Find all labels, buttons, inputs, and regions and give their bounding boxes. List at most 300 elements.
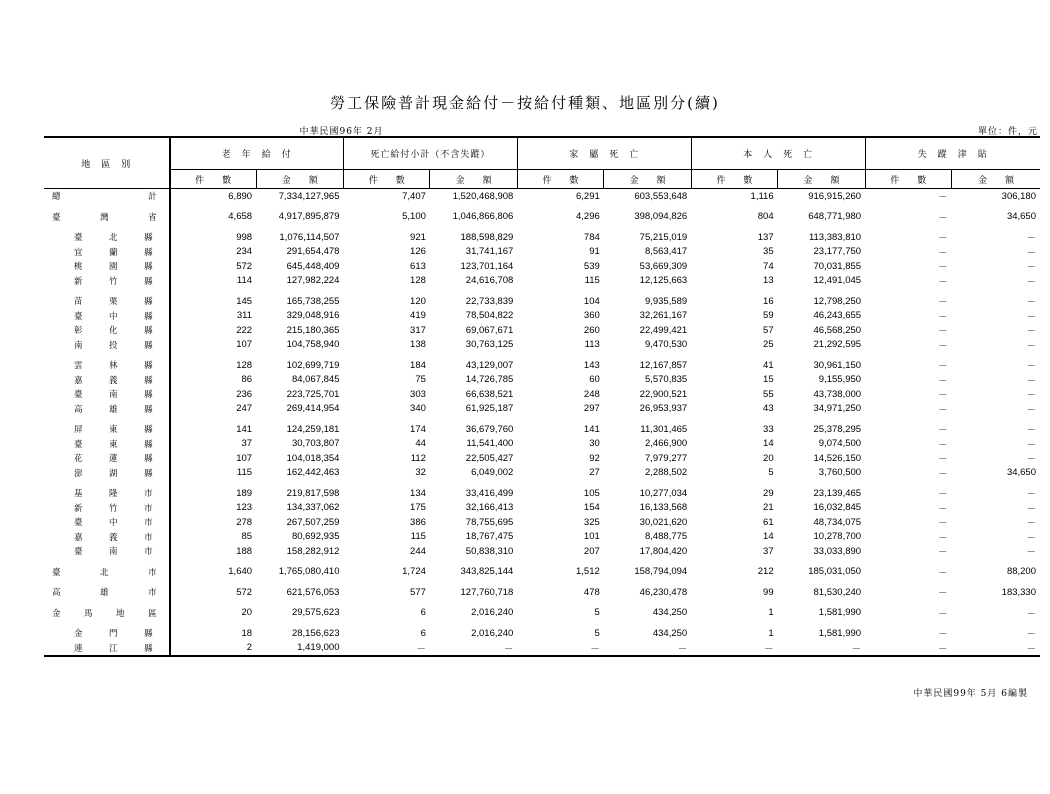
count-cell: 37 (763, 545, 774, 557)
amount-cell: 17,804,420 (639, 545, 688, 557)
amount-cell: － (677, 643, 688, 655)
amount-cell: 46,243,655 (813, 310, 862, 322)
count-cell: 137 (757, 231, 774, 243)
amount-cell: 12,798,250 (813, 295, 862, 307)
amount-cell: 434,250 (652, 607, 688, 619)
amount-cell: 30,763,125 (465, 339, 514, 351)
count-cell: 184 (410, 359, 426, 371)
region-cell (44, 402, 170, 417)
count-header: 件 數 (691, 170, 777, 189)
amount-cell: 8,563,417 (644, 246, 688, 258)
region-name: 花 蓮 縣 (74, 453, 153, 464)
count-cell: 33 (763, 423, 774, 435)
count-cell: 21 (763, 502, 774, 514)
count-cell: 6,291 (575, 190, 600, 202)
amount-cell: － (1026, 247, 1036, 259)
count-cell: 32 (415, 467, 426, 479)
count-cell: － (937, 608, 948, 620)
count-cell: 921 (410, 231, 426, 243)
amount-cell: 102,699,719 (286, 359, 340, 371)
count-cell: 25 (763, 339, 774, 351)
count-cell: 85 (241, 531, 253, 543)
region-name: 彰 化 縣 (74, 325, 153, 336)
amount-cell: － (1026, 489, 1036, 501)
amount-cell: － (1026, 233, 1036, 245)
count-cell: 105 (583, 487, 600, 499)
count-cell: 303 (410, 388, 426, 400)
table-row (44, 422, 1040, 437)
count-header: 件 數 (343, 170, 429, 189)
amount-cell: － (1026, 262, 1036, 274)
region-name: 連 江 縣 (74, 642, 153, 653)
amount-cell: 9,074,500 (818, 438, 862, 450)
table-row (44, 486, 1040, 501)
amount-cell: 269,414,954 (286, 403, 340, 415)
region-name: 嘉 義 縣 (74, 374, 153, 385)
region-cell (44, 515, 170, 530)
count-cell: 234 (236, 246, 253, 258)
region-cell (44, 626, 170, 641)
amount-cell: 162,442,463 (286, 467, 340, 479)
count-cell: 14 (763, 531, 774, 543)
amount-cell: 183,330 (1001, 586, 1036, 598)
count-cell: 189 (236, 487, 253, 499)
amount-cell: 14,726,785 (465, 374, 514, 386)
count-cell: － (937, 192, 948, 204)
count-cell: 107 (236, 339, 253, 351)
amount-header: 金 額 (604, 170, 691, 189)
unit-label: 單位：件，元 (977, 127, 1038, 137)
count-cell: 804 (757, 211, 774, 223)
amount-cell: 267,507,259 (286, 516, 340, 528)
count-cell: 248 (583, 388, 600, 400)
amount-cell: 343,825,144 (460, 566, 514, 578)
amount-cell: 1,076,114,507 (279, 231, 340, 243)
amount-cell: 10,278,700 (813, 531, 862, 543)
amount-header: 金 額 (951, 170, 1040, 189)
period-label: 中華民國96年 2月 (299, 127, 384, 137)
count-cell: 14 (763, 438, 774, 450)
region-name: 臺 南 市 (74, 546, 153, 557)
count-cell: 120 (410, 295, 426, 307)
count-cell: 2 (246, 642, 253, 654)
count-cell: － (937, 643, 948, 655)
amount-cell: 22,900,521 (639, 388, 688, 400)
amount-cell: 53,669,309 (639, 260, 688, 272)
amount-cell: 70,031,855 (813, 260, 862, 272)
table-row (44, 626, 1040, 641)
amount-cell: 25,378,295 (813, 423, 862, 435)
amount-cell: 32,166,413 (465, 502, 514, 514)
count-cell: 207 (583, 545, 600, 557)
amount-cell: 11,541,400 (466, 438, 514, 450)
count-cell: － (937, 489, 948, 501)
count-cell: 20 (241, 607, 253, 619)
amount-cell: 34,650 (1006, 467, 1036, 479)
count-cell: 114 (236, 275, 253, 287)
amount-cell: － (1026, 361, 1036, 373)
amount-cell: 16,032,845 (813, 502, 862, 514)
count-cell: 317 (410, 324, 426, 336)
amount-cell: 84,067,845 (291, 374, 340, 386)
region-name: 高 雄 縣 (74, 403, 153, 414)
count-cell: 311 (236, 310, 253, 322)
count-cell: 145 (236, 295, 253, 307)
amount-cell: 9,470,530 (644, 339, 688, 351)
count-cell: 91 (589, 246, 600, 258)
count-cell: 325 (583, 516, 600, 528)
table-row (44, 259, 1040, 274)
region-cell (44, 230, 170, 245)
amount-cell: 30,961,150 (813, 359, 862, 371)
count-cell: 43 (763, 403, 774, 415)
table-row (44, 606, 1040, 621)
count-cell: － (937, 439, 948, 451)
amount-cell: 22,505,427 (465, 452, 514, 464)
amount-cell: 26,953,937 (639, 403, 688, 415)
region-cell (44, 245, 170, 260)
amount-cell: 1,581,990 (818, 607, 862, 619)
amount-cell: 21,292,595 (813, 339, 862, 351)
table-row (44, 323, 1040, 338)
amount-cell: 1,765,080,410 (278, 566, 340, 578)
count-cell: 35 (763, 246, 774, 258)
count-cell: 260 (583, 324, 600, 336)
death-subtotal-header: 死亡給付小計（不含失蹤） (343, 137, 517, 170)
count-cell: － (937, 390, 948, 402)
count-cell: － (937, 404, 948, 416)
region-name: 金 門 縣 (74, 628, 153, 639)
table-row (44, 338, 1040, 353)
count-cell: 6 (420, 627, 426, 639)
amount-cell: 75,215,019 (639, 231, 688, 243)
count-cell: 143 (583, 359, 600, 371)
region-name: 臺 北 縣 (74, 232, 153, 243)
amount-cell: 78,504,822 (465, 310, 514, 322)
count-cell: 360 (583, 310, 600, 322)
amount-cell: 127,982,224 (286, 275, 340, 287)
amount-cell: 1,046,866,806 (452, 211, 514, 223)
count-cell: 134 (410, 487, 426, 499)
region-name: 苗 栗 縣 (74, 296, 153, 307)
count-cell: 37 (241, 438, 253, 450)
count-cell: 222 (236, 324, 253, 336)
count-cell: 247 (236, 403, 253, 415)
count-cell: 175 (410, 502, 426, 514)
table-row (44, 358, 1040, 373)
count-cell: 5 (594, 627, 600, 639)
count-cell: － (937, 518, 948, 530)
amount-cell: 329,048,916 (286, 310, 340, 322)
amount-cell: 23,139,465 (813, 487, 862, 499)
region-cell (44, 358, 170, 373)
amount-cell: － (1026, 608, 1036, 620)
table-row (44, 585, 1040, 600)
count-cell: 128 (410, 275, 426, 287)
amount-cell: 50,838,310 (465, 545, 514, 557)
amount-cell: － (1026, 276, 1036, 288)
amount-cell: － (1026, 643, 1036, 655)
amount-cell: 104,758,940 (286, 339, 340, 351)
amount-cell: 34,971,250 (813, 403, 862, 415)
amount-cell: 78,755,695 (465, 516, 514, 528)
amount-cell: 16,133,568 (639, 502, 688, 514)
amount-cell: 1,520,468,908 (452, 190, 514, 202)
count-cell: 572 (236, 586, 253, 598)
amount-cell: 215,180,365 (286, 324, 340, 336)
count-cell: 539 (583, 260, 600, 272)
count-cell: 27 (589, 467, 600, 479)
count-cell: － (937, 212, 948, 224)
region-cell (44, 565, 170, 580)
region-name: 高 雄 市 (52, 587, 157, 598)
amount-cell: 69,067,671 (465, 324, 514, 336)
region-cell (44, 466, 170, 481)
region-name: 澎 湖 縣 (74, 467, 153, 478)
count-cell: 340 (410, 403, 426, 415)
table-row (44, 466, 1040, 481)
amount-cell: 14,526,150 (813, 452, 862, 464)
count-cell: 297 (583, 403, 600, 415)
region-cell (44, 189, 170, 204)
count-cell: 92 (589, 452, 600, 464)
count-cell: － (937, 567, 948, 579)
amount-cell: 603,553,648 (634, 190, 688, 202)
count-cell: － (937, 468, 948, 480)
table-row (44, 544, 1040, 559)
amount-cell: 7,334,127,965 (278, 190, 340, 202)
count-cell: 1,116 (750, 190, 774, 202)
amount-cell: 621,576,053 (286, 586, 340, 598)
amount-cell: 219,817,598 (286, 487, 340, 499)
amount-cell: 33,416,499 (465, 487, 514, 499)
count-cell: 4,658 (228, 211, 253, 223)
amount-cell: 2,016,240 (471, 627, 514, 639)
amount-cell: 6,049,002 (471, 467, 514, 479)
region-cell (44, 309, 170, 324)
table-row (44, 245, 1040, 260)
count-cell: 141 (236, 423, 253, 435)
count-cell: 113 (584, 339, 600, 351)
amount-cell: － (1026, 326, 1036, 338)
count-cell: 16 (763, 295, 774, 307)
region-cell (44, 373, 170, 388)
count-cell: 1 (768, 607, 774, 619)
region-name: 雲 林 縣 (74, 360, 153, 371)
count-cell: － (937, 532, 948, 544)
region-cell (44, 544, 170, 559)
count-cell: 60 (589, 374, 600, 386)
amount-cell: － (1026, 297, 1036, 309)
amount-cell: 158,282,912 (286, 545, 340, 557)
count-cell: － (937, 361, 948, 373)
region-name: 南 投 縣 (74, 339, 153, 350)
amount-cell: 4,917,895,879 (278, 211, 340, 223)
amount-cell: 18,767,475 (465, 531, 514, 543)
region-cell (44, 486, 170, 501)
amount-cell: － (1026, 439, 1036, 451)
missing-allowance-header: 失 蹤 津 貼 (865, 137, 1040, 170)
amount-cell: 33,033,890 (813, 545, 862, 557)
count-cell: 386 (410, 516, 426, 528)
table-row (44, 309, 1040, 324)
count-cell: 20 (763, 452, 774, 464)
amount-cell: 80,692,935 (291, 531, 340, 543)
region-name: 宜 蘭 縣 (74, 246, 153, 257)
amount-cell: 5,570,835 (644, 374, 688, 386)
region-cell (44, 259, 170, 274)
count-cell: － (590, 643, 600, 655)
amount-cell: 43,129,007 (465, 359, 514, 371)
amount-cell: － (1026, 390, 1036, 402)
count-cell: 236 (236, 388, 253, 400)
region-name: 總 計 (52, 191, 157, 202)
self-death-header: 本 人 死 亡 (691, 137, 865, 170)
amount-cell: 2,288,502 (644, 467, 688, 479)
amount-cell: 22,733,839 (465, 295, 514, 307)
count-cell: 44 (415, 438, 426, 450)
table-row (44, 230, 1040, 245)
count-cell: 6,890 (228, 190, 253, 202)
count-cell: － (937, 503, 948, 515)
table-row (44, 501, 1040, 516)
amount-cell: 11,301,465 (640, 423, 688, 435)
count-cell: 126 (410, 246, 426, 258)
count-cell: － (937, 276, 948, 288)
table-row (44, 515, 1040, 530)
count-header: 件 數 (517, 170, 603, 189)
count-cell: 212 (757, 566, 774, 578)
amount-cell: － (1026, 547, 1036, 559)
amount-cell: 43,738,000 (813, 388, 862, 400)
region-cell (44, 501, 170, 516)
region-name: 嘉 義 市 (74, 531, 153, 542)
amount-cell: 134,337,062 (286, 502, 340, 514)
count-cell: 5 (768, 467, 774, 479)
count-cell: － (937, 297, 948, 309)
count-cell: 478 (583, 586, 600, 598)
count-cell: 244 (410, 545, 426, 557)
region-name: 金 馬 地 區 (52, 607, 157, 618)
region-cell (44, 387, 170, 402)
count-cell: 107 (236, 452, 253, 464)
region-cell (44, 437, 170, 452)
region-name: 桃 園 縣 (74, 261, 153, 272)
amount-cell: 30,703,807 (291, 438, 340, 450)
count-cell: － (416, 643, 426, 655)
region-name: 新 竹 市 (74, 502, 153, 513)
region-cell (44, 641, 170, 657)
count-cell: 998 (236, 231, 253, 243)
count-cell: － (937, 247, 948, 259)
count-cell: 112 (410, 452, 426, 464)
count-cell: 18 (241, 627, 253, 639)
amount-cell: 104,018,354 (286, 452, 340, 464)
table-row (44, 451, 1040, 466)
count-cell: 1 (768, 627, 774, 639)
amount-cell: 1,581,990 (818, 627, 862, 639)
table-row (44, 294, 1040, 309)
amount-cell: 81,530,240 (813, 586, 862, 598)
amount-cell: 48,734,075 (813, 516, 862, 528)
count-cell: 4,296 (575, 211, 600, 223)
count-cell: 57 (763, 324, 774, 336)
count-cell: 174 (410, 423, 426, 435)
amount-cell: 32,261,167 (639, 310, 688, 322)
count-cell: 7,407 (402, 190, 426, 202)
amount-cell: － (1026, 340, 1036, 352)
count-cell: 15 (763, 374, 774, 386)
amount-cell: － (1026, 404, 1036, 416)
region-header: 地 區 別 (44, 137, 170, 189)
amount-cell: 61,925,187 (465, 403, 514, 415)
count-cell: 104 (583, 295, 600, 307)
amount-cell: 9,155,950 (818, 374, 862, 386)
region-cell (44, 274, 170, 289)
count-cell: 115 (584, 275, 600, 287)
count-cell: 30 (589, 438, 600, 450)
region-cell (44, 294, 170, 309)
count-cell: － (937, 262, 948, 274)
count-cell: 41 (763, 359, 774, 371)
amount-cell: 46,230,478 (639, 586, 688, 598)
amount-cell: － (1026, 503, 1036, 515)
count-cell: 115 (236, 467, 253, 479)
count-cell: 101 (583, 531, 600, 543)
count-cell: 278 (236, 516, 253, 528)
count-cell: 141 (583, 423, 600, 435)
amount-cell: 12,125,663 (639, 275, 688, 287)
amount-cell: 124,259,181 (286, 423, 340, 435)
amount-cell: 24,616,708 (465, 275, 514, 287)
count-cell: 419 (410, 310, 426, 322)
count-cell: － (937, 629, 948, 641)
compiled-date: 中華民國99年 5月 6編製 (913, 689, 1028, 699)
family-death-header: 家 屬 死 亡 (517, 137, 691, 170)
region-name: 屏 東 縣 (74, 424, 153, 435)
count-cell: － (937, 326, 948, 338)
amount-cell: 28,156,623 (291, 627, 340, 639)
count-cell: － (937, 454, 948, 466)
amount-cell: 188,598,829 (460, 231, 514, 243)
region-name: 臺 灣 省 (52, 211, 157, 222)
table-row (44, 402, 1040, 417)
amount-cell: 2,016,240 (471, 607, 514, 619)
amount-cell: 88,200 (1006, 566, 1036, 578)
table-row (44, 530, 1040, 545)
count-cell: 1,724 (402, 566, 426, 578)
amount-cell: 8,488,775 (644, 531, 688, 543)
old-age-header: 老 年 給 付 (170, 137, 344, 170)
table-row (44, 437, 1040, 452)
region-cell (44, 530, 170, 545)
count-cell: 29 (763, 487, 774, 499)
region-name: 臺 南 縣 (74, 389, 153, 400)
count-cell: － (937, 425, 948, 437)
count-cell: － (937, 547, 948, 559)
region-cell (44, 451, 170, 466)
amount-cell: 291,654,478 (286, 246, 340, 258)
amount-cell: － (503, 643, 514, 655)
amount-cell: 165,738,255 (286, 295, 340, 307)
count-cell: 115 (410, 531, 426, 543)
count-cell: 74 (763, 260, 774, 272)
count-header: 件 數 (865, 170, 951, 189)
count-cell: 128 (236, 359, 253, 371)
count-cell: 6 (420, 607, 426, 619)
amount-cell: 123,701,164 (460, 260, 514, 272)
amount-header: 金 額 (256, 170, 343, 189)
